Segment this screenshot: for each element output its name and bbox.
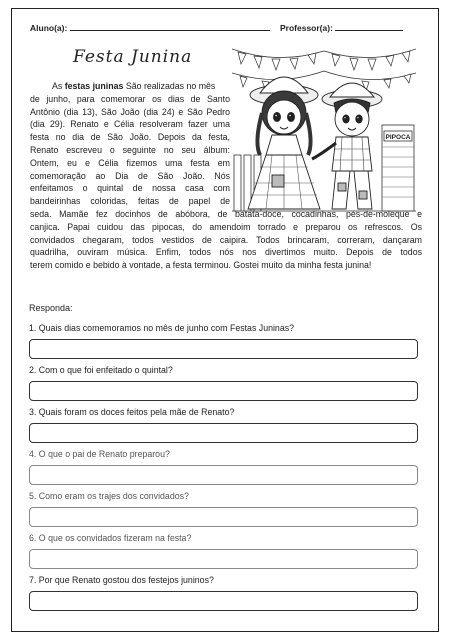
question-7: 7. Por que Renato gostou dos festejos juninos? <box>29 575 214 585</box>
story-paragraph-top <box>30 80 230 208</box>
question-5: 5. Como eram os trajes dos convidados? <box>29 491 189 501</box>
worksheet-page <box>11 8 439 632</box>
question-4: 4. O que o pai de Renato preparou? <box>29 449 170 459</box>
teacher-field <box>280 23 403 33</box>
question-3: 3. Quais foram os doces feitos pela mãe de Renato? <box>29 407 235 417</box>
girl-figure <box>248 77 320 209</box>
teacher-label: Professor(a): <box>280 23 333 33</box>
story-lead-rest: São realizadas no mês <box>125 81 216 91</box>
question-1: 1. Quais dias comemoramos no mês de junho com Festas Juninas? <box>29 323 295 333</box>
answer-box-2[interactable] <box>29 381 418 401</box>
story-line: enfeitamos o quintal de nossa casa com <box>30 183 230 194</box>
student-label: Aluno(a): <box>30 23 68 33</box>
answer-box-3[interactable] <box>29 423 418 443</box>
story-line: convidados chegaram, todos vestidos de caipira. Todos brincaram, correram, dançaram <box>30 234 422 245</box>
answer-box-1[interactable] <box>29 339 418 359</box>
popcorn-sign-text: PIPOCA <box>385 134 411 141</box>
student-field <box>30 23 270 33</box>
question-6: 6. O que os convidados fizeram na festa? <box>29 533 192 543</box>
respond-label: Responda: <box>29 303 73 313</box>
story-line: comemoração ao Dia de São João. Nós <box>30 170 230 181</box>
story-line: (dia 29). Renato e Célia resolveram fazer uma <box>30 119 230 130</box>
question-2: 2. Com o que foi enfeitado o quintal? <box>29 365 173 375</box>
story-lead-bold: festas juninas <box>64 81 124 91</box>
story-line: de junho, para comemorar os dias de Santo <box>30 93 230 104</box>
story-paragraph-bottom <box>30 208 422 272</box>
boy-figure <box>312 83 382 209</box>
page-title: Festa Junina <box>73 47 193 67</box>
teacher-name-line[interactable] <box>335 30 403 31</box>
answer-box-6[interactable] <box>29 549 418 569</box>
story-line: Renato escreveu o seguinte no seu álbum: <box>30 144 230 155</box>
story-line: bandeirinhas coloridas, feitas de papel de <box>30 196 230 207</box>
story-line: canjica. Papai cuidou das pipocas, do amendoim torrado e preparou os refrescos. Os <box>30 221 422 232</box>
answer-box-5[interactable] <box>29 507 418 527</box>
story-line: Antônio (dia 13), São João (dia 24) e São Pedro <box>30 106 230 117</box>
story-lead: As <box>52 81 65 91</box>
student-name-line[interactable] <box>70 30 270 31</box>
story-line: Ontem, eu e Célia fizemos uma festa em <box>30 157 230 168</box>
story-line: seda. Mamãe fez docinhos de abóbora, de batata-doce, cocadinhas, pés-de-moleque e <box>30 209 422 219</box>
story-line: festa no dia de São João. Depois da festa, <box>30 132 230 143</box>
answer-box-4[interactable] <box>29 465 418 485</box>
story-line: quadrilha, ouviram música. Enfim, todos nós nos divertimos muito. Depois de todos <box>30 247 422 258</box>
answer-box-7[interactable] <box>29 591 418 611</box>
story-line <box>30 80 230 93</box>
festa-junina-illustration <box>232 43 416 223</box>
story-line: terem comido e bebido à vontade, a festa terminou. Gostei muito da minha festa junina! <box>30 260 372 271</box>
